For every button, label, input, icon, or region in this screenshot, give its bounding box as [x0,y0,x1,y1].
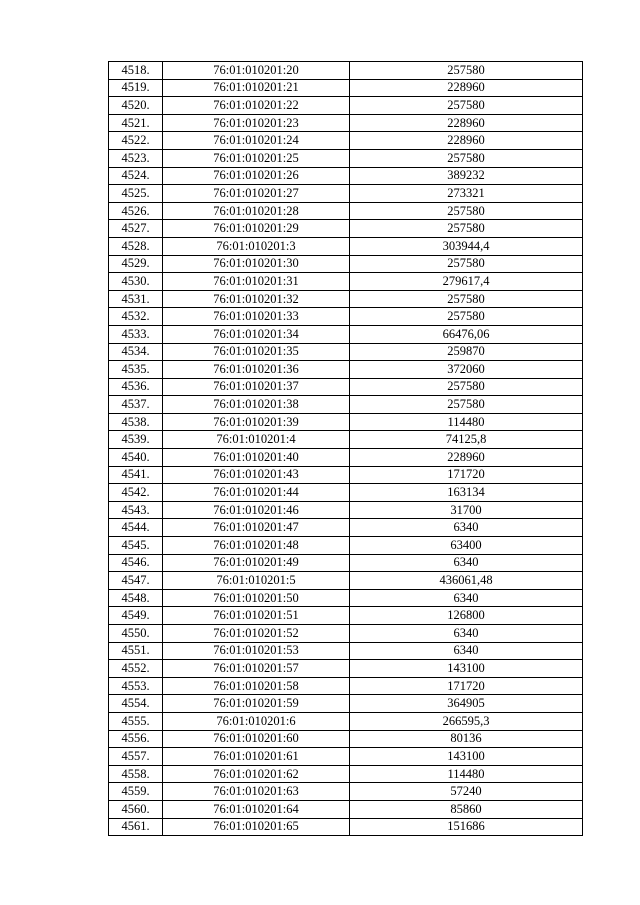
table-row [109,501,583,519]
cadastral-number-cell: 76:01:010201:52 [163,625,350,643]
cadastral-number-cell: 76:01:010201:50 [163,589,350,607]
table-row [109,607,583,625]
cadastral-number-cell: 76:01:010201:49 [163,554,350,572]
row-number-cell: 4524. [109,167,163,185]
cadastral-number-cell: 76:01:010201:46 [163,501,350,519]
table-row [109,361,583,379]
row-number-cell: 4520. [109,97,163,115]
cadastral-number-cell: 76:01:010201:43 [163,466,350,484]
value-cell: 6340 [350,642,583,660]
table-row [109,255,583,273]
table-row [109,132,583,150]
row-number-cell: 4525. [109,185,163,203]
cadastral-number-cell: 76:01:010201:34 [163,325,350,343]
table-row [109,765,583,783]
value-cell: 257580 [350,220,583,238]
row-number-cell: 4526. [109,202,163,220]
cadastral-number-cell: 76:01:010201:63 [163,783,350,801]
table-row [109,818,583,836]
cadastral-number-cell: 76:01:010201:60 [163,730,350,748]
table-row [109,572,583,590]
row-number-cell: 4558. [109,765,163,783]
table-row [109,449,583,467]
value-cell: 257580 [350,202,583,220]
cadastral-number-cell: 76:01:010201:22 [163,97,350,115]
row-number-cell: 4554. [109,695,163,713]
value-cell: 31700 [350,501,583,519]
value-cell: 303944,4 [350,237,583,255]
row-number-cell: 4545. [109,537,163,555]
value-cell: 74125,8 [350,431,583,449]
row-number-cell: 4542. [109,484,163,502]
cadastral-number-cell: 76:01:010201:36 [163,361,350,379]
cadastral-number-cell: 76:01:010201:21 [163,79,350,97]
row-number-cell: 4532. [109,308,163,326]
value-cell: 257580 [350,149,583,167]
table-row [109,413,583,431]
table-row [109,431,583,449]
value-cell: 228960 [350,449,583,467]
row-number-cell: 4552. [109,660,163,678]
row-number-cell: 4522. [109,132,163,150]
row-number-cell: 4541. [109,466,163,484]
value-cell: 6340 [350,589,583,607]
table-row [109,97,583,115]
table-row [109,748,583,766]
cadastral-number-cell: 76:01:010201:27 [163,185,350,203]
row-number-cell: 4528. [109,237,163,255]
table-row [109,396,583,414]
row-number-cell: 4537. [109,396,163,414]
row-number-cell: 4538. [109,413,163,431]
value-cell: 279617,4 [350,273,583,291]
table-row [109,519,583,537]
value-cell: 257580 [350,396,583,414]
cadastral-number-cell: 76:01:010201:33 [163,308,350,326]
row-number-cell: 4555. [109,712,163,730]
row-number-cell: 4547. [109,572,163,590]
table-row [109,625,583,643]
cadastral-number-cell: 76:01:010201:48 [163,537,350,555]
row-number-cell: 4527. [109,220,163,238]
cadastral-number-cell: 76:01:010201:57 [163,660,350,678]
row-number-cell: 4540. [109,449,163,467]
cadastral-number-cell: 76:01:010201:5 [163,572,350,590]
row-number-cell: 4529. [109,255,163,273]
table-row [109,466,583,484]
table-row [109,185,583,203]
cadastral-number-cell: 76:01:010201:38 [163,396,350,414]
row-number-cell: 4553. [109,677,163,695]
row-number-cell: 4544. [109,519,163,537]
table-row [109,484,583,502]
cadastral-number-cell: 76:01:010201:23 [163,114,350,132]
row-number-cell: 4559. [109,783,163,801]
value-cell: 57240 [350,783,583,801]
cadastral-number-cell: 76:01:010201:25 [163,149,350,167]
table-row [109,783,583,801]
table-row [109,343,583,361]
cadastral-number-cell: 76:01:010201:6 [163,712,350,730]
row-number-cell: 4535. [109,361,163,379]
row-number-cell: 4521. [109,114,163,132]
value-cell: 151686 [350,818,583,836]
cadastral-number-cell: 76:01:010201:62 [163,765,350,783]
table-row [109,554,583,572]
cadastral-number-cell: 76:01:010201:30 [163,255,350,273]
row-number-cell: 4551. [109,642,163,660]
row-number-cell: 4523. [109,149,163,167]
row-number-cell: 4536. [109,378,163,396]
row-number-cell: 4531. [109,290,163,308]
value-cell: 257580 [350,308,583,326]
row-number-cell: 4550. [109,625,163,643]
value-cell: 126800 [350,607,583,625]
row-number-cell: 4533. [109,325,163,343]
row-number-cell: 4560. [109,800,163,818]
value-cell: 436061,48 [350,572,583,590]
table-row [109,800,583,818]
table-row [109,730,583,748]
row-number-cell: 4557. [109,748,163,766]
table-row [109,537,583,555]
value-cell: 66476,06 [350,325,583,343]
cadastral-number-cell: 76:01:010201:31 [163,273,350,291]
table-row [109,114,583,132]
value-cell: 259870 [350,343,583,361]
value-cell: 171720 [350,677,583,695]
row-number-cell: 4549. [109,607,163,625]
table-row [109,79,583,97]
table-row [109,642,583,660]
value-cell: 257580 [350,378,583,396]
value-cell: 63400 [350,537,583,555]
value-cell: 85860 [350,800,583,818]
value-cell: 257580 [350,62,583,80]
cadastral-number-cell: 76:01:010201:26 [163,167,350,185]
cadastral-number-cell: 76:01:010201:58 [163,677,350,695]
table-row [109,677,583,695]
cadastral-number-cell: 76:01:010201:64 [163,800,350,818]
value-cell: 6340 [350,554,583,572]
cadastral-number-cell: 76:01:010201:51 [163,607,350,625]
value-cell: 163134 [350,484,583,502]
cadastral-number-cell: 76:01:010201:29 [163,220,350,238]
cadastral-number-cell: 76:01:010201:20 [163,62,350,80]
table-body [109,62,583,836]
row-number-cell: 4556. [109,730,163,748]
cadastral-number-cell: 76:01:010201:35 [163,343,350,361]
table-row [109,202,583,220]
cadastral-number-cell: 76:01:010201:65 [163,818,350,836]
value-cell: 372060 [350,361,583,379]
table-row [109,589,583,607]
row-number-cell: 4534. [109,343,163,361]
cadastral-number-cell: 76:01:010201:47 [163,519,350,537]
table-row [109,660,583,678]
value-cell: 171720 [350,466,583,484]
table-row [109,308,583,326]
value-cell: 143100 [350,660,583,678]
cadastral-number-cell: 76:01:010201:59 [163,695,350,713]
table-row [109,695,583,713]
cadastral-number-cell: 76:01:010201:4 [163,431,350,449]
cadastral-number-cell: 76:01:010201:37 [163,378,350,396]
row-number-cell: 4548. [109,589,163,607]
cadastral-number-cell: 76:01:010201:44 [163,484,350,502]
cadastral-number-cell: 76:01:010201:24 [163,132,350,150]
value-cell: 273321 [350,185,583,203]
cadastral-number-cell: 76:01:010201:53 [163,642,350,660]
value-cell: 143100 [350,748,583,766]
row-number-cell: 4518. [109,62,163,80]
cadastral-value-table [108,61,583,836]
value-cell: 228960 [350,132,583,150]
table-row [109,712,583,730]
table-row [109,273,583,291]
value-cell: 228960 [350,114,583,132]
row-number-cell: 4561. [109,818,163,836]
value-cell: 257580 [350,255,583,273]
cadastral-number-cell: 76:01:010201:61 [163,748,350,766]
table-row [109,62,583,80]
value-cell: 80136 [350,730,583,748]
row-number-cell: 4539. [109,431,163,449]
table-row [109,149,583,167]
value-cell: 6340 [350,625,583,643]
row-number-cell: 4519. [109,79,163,97]
row-number-cell: 4546. [109,554,163,572]
value-cell: 266595,3 [350,712,583,730]
value-cell: 257580 [350,97,583,115]
value-cell: 257580 [350,290,583,308]
cadastral-number-cell: 76:01:010201:32 [163,290,350,308]
row-number-cell: 4530. [109,273,163,291]
value-cell: 389232 [350,167,583,185]
value-cell: 6340 [350,519,583,537]
table-row [109,290,583,308]
table-row [109,378,583,396]
cadastral-number-cell: 76:01:010201:39 [163,413,350,431]
table-row [109,220,583,238]
row-number-cell: 4543. [109,501,163,519]
table-row [109,325,583,343]
table-row [109,167,583,185]
cadastral-number-cell: 76:01:010201:28 [163,202,350,220]
value-cell: 364905 [350,695,583,713]
table-row [109,237,583,255]
value-cell: 114480 [350,765,583,783]
cadastral-number-cell: 76:01:010201:3 [163,237,350,255]
value-cell: 228960 [350,79,583,97]
cadastral-number-cell: 76:01:010201:40 [163,449,350,467]
value-cell: 114480 [350,413,583,431]
